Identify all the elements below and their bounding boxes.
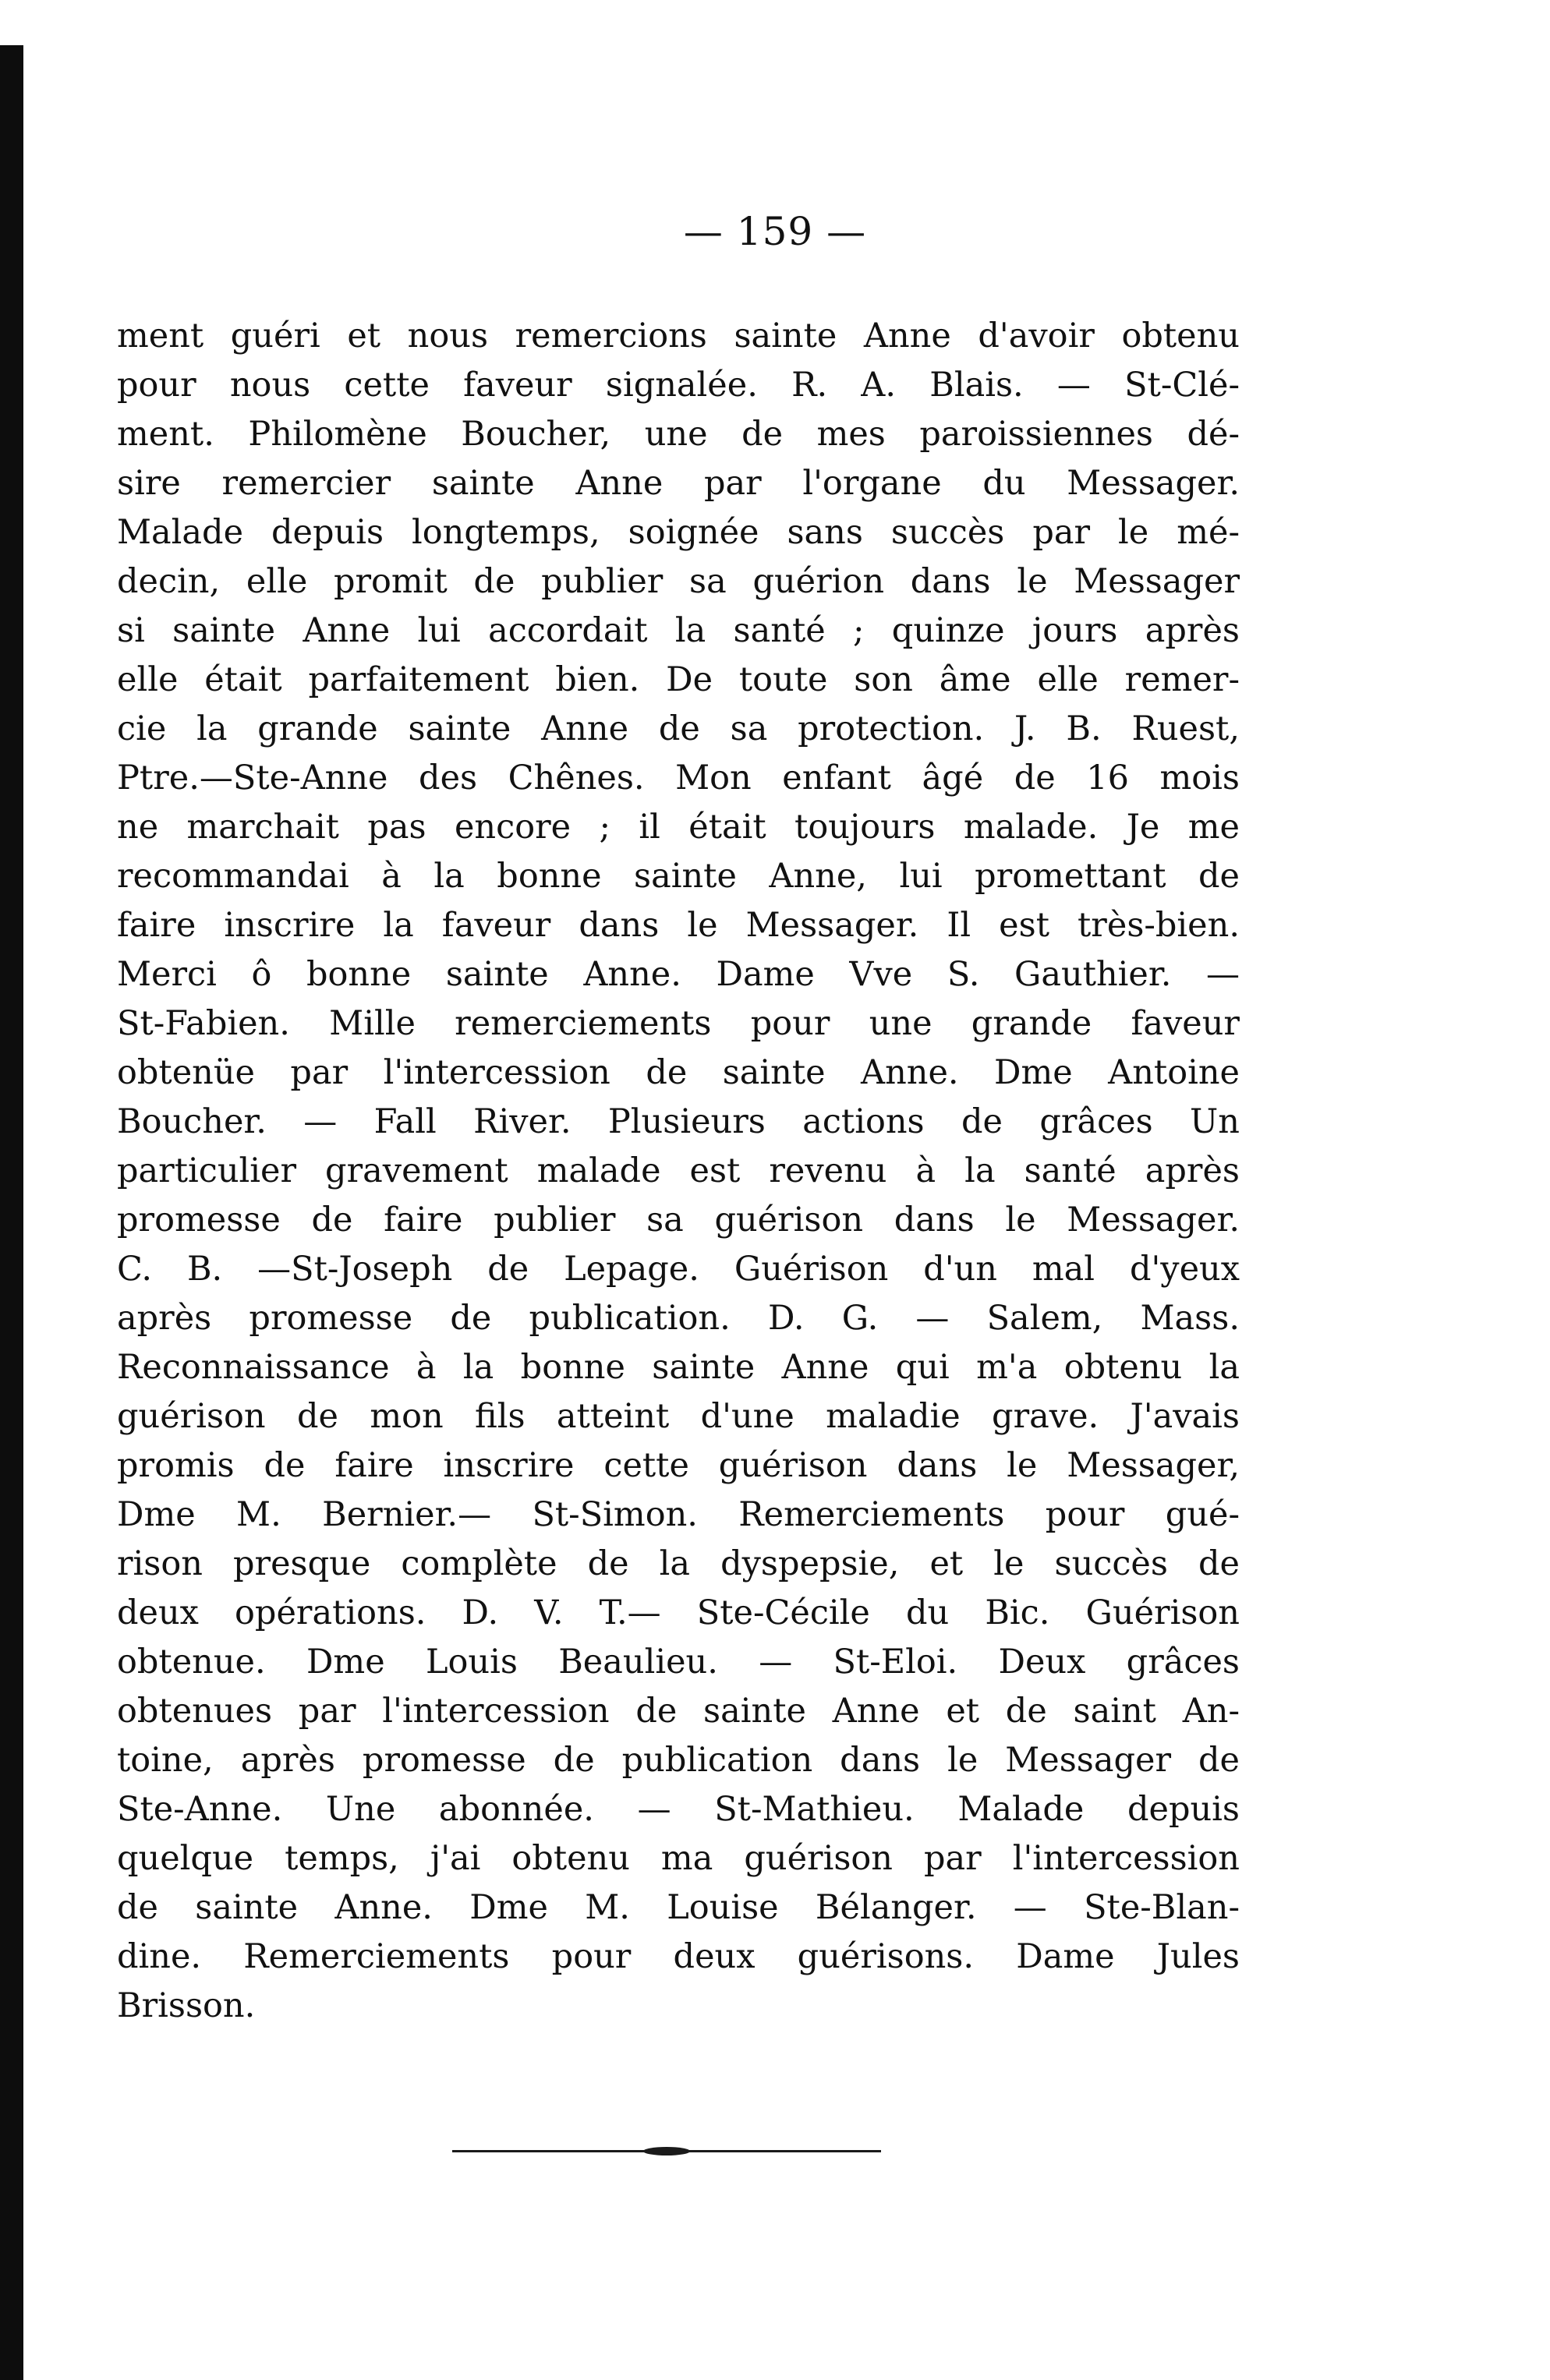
scan-left-edge bbox=[0, 45, 23, 2380]
text-line: pour nous cette faveur signalée. R. A. Blais. — St-Clé- bbox=[117, 366, 1240, 405]
text-line: faire inscrire la faveur dans le Messager. Il est très-bien. bbox=[117, 906, 1240, 945]
text-line: decin, elle promit de publier sa guérion dans le Messager bbox=[117, 562, 1240, 601]
text-line: ne marchait pas encore ; il était toujours malade. Je me bbox=[117, 808, 1240, 847]
text-line: ment guéri et nous remercions sainte Anne d'avoir obtenu bbox=[117, 317, 1240, 355]
text-line: toine, après promesse de publication dans le Messager de bbox=[117, 1741, 1240, 1780]
text-line: Dme M. Bernier.— St-Simon. Remerciements pour gué- bbox=[117, 1495, 1240, 1534]
text-line: guérison de mon fils atteint d'une maladie grave. J'avais bbox=[117, 1397, 1240, 1436]
text-line: C. B. —St-Joseph de Lepage. Guérison d'un mal d'yeux bbox=[117, 1250, 1240, 1289]
text-line: si sainte Anne lui accordait la santé ; quinze jours après bbox=[117, 611, 1240, 650]
text-line: ment. Philomène Boucher, une de mes paroissiennes dé- bbox=[117, 415, 1240, 454]
text-line: promis de faire inscrire cette guérison dans le Messager, bbox=[117, 1446, 1240, 1485]
page-number: — 159 — bbox=[683, 209, 867, 254]
text-line: Ptre.—Ste-Anne des Chênes. Mon enfant âgé de 16 mois bbox=[117, 759, 1240, 797]
text-line: obtenüe par l'intercession de sainte Anne. Dme Antoine bbox=[117, 1053, 1240, 1092]
text-line: Ste-Anne. Une abonnée. — St-Mathieu. Malade depuis bbox=[117, 1790, 1240, 1829]
text-line: obtenue. Dme Louis Beaulieu. — St-Eloi. Deux grâces bbox=[117, 1643, 1240, 1682]
section-divider bbox=[452, 2150, 881, 2152]
text-line: St-Fabien. Mille remerciements pour une grande faveur bbox=[117, 1004, 1240, 1043]
text-line: quelque temps, j'ai obtenu ma guérison par l'intercession bbox=[117, 1839, 1240, 1878]
text-line: Brisson. bbox=[117, 1986, 256, 2025]
text-line: sire remercier sainte Anne par l'organe du Messager. bbox=[117, 464, 1240, 503]
text-line: Boucher. — Fall River. Plusieurs actions de grâces Un bbox=[117, 1102, 1240, 1141]
body-text bbox=[117, 312, 1240, 2031]
text-line: particulier gravement malade est revenu à la santé après bbox=[117, 1151, 1240, 1190]
text-line: elle était parfaitement bien. De toute son âme elle remer- bbox=[117, 660, 1240, 699]
text-line: promesse de faire publier sa guérison dans le Messager. bbox=[117, 1201, 1240, 1240]
text-line: Malade depuis longtemps, soignée sans succès par le mé- bbox=[117, 513, 1240, 552]
text-line: dine. Remerciements pour deux guérisons. Dame Jules bbox=[117, 1937, 1240, 1976]
text-line: rison presque complète de la dyspepsie, et le succès de bbox=[117, 1544, 1240, 1583]
text-line: obtenues par l'intercession de sainte Anne et de saint An- bbox=[117, 1692, 1240, 1731]
text-line: Merci ô bonne sainte Anne. Dame Vve S. Gauthier. — bbox=[117, 955, 1240, 994]
text-line: deux opérations. D. V. T.— Ste-Cécile du Bic. Guérison bbox=[117, 1593, 1240, 1632]
text-line: de sainte Anne. Dme M. Louise Bélanger. — Ste-Blan- bbox=[117, 1888, 1240, 1927]
text-line: cie la grande sainte Anne de sa protection. J. B. Ruest, bbox=[117, 709, 1240, 748]
text-line: après promesse de publication. D. G. — Salem, Mass. bbox=[117, 1299, 1240, 1338]
text-line: Reconnaissance à la bonne sainte Anne qui m'a obtenu la bbox=[117, 1348, 1240, 1387]
text-line: recommandai à la bonne sainte Anne, lui promettant de bbox=[117, 857, 1240, 896]
